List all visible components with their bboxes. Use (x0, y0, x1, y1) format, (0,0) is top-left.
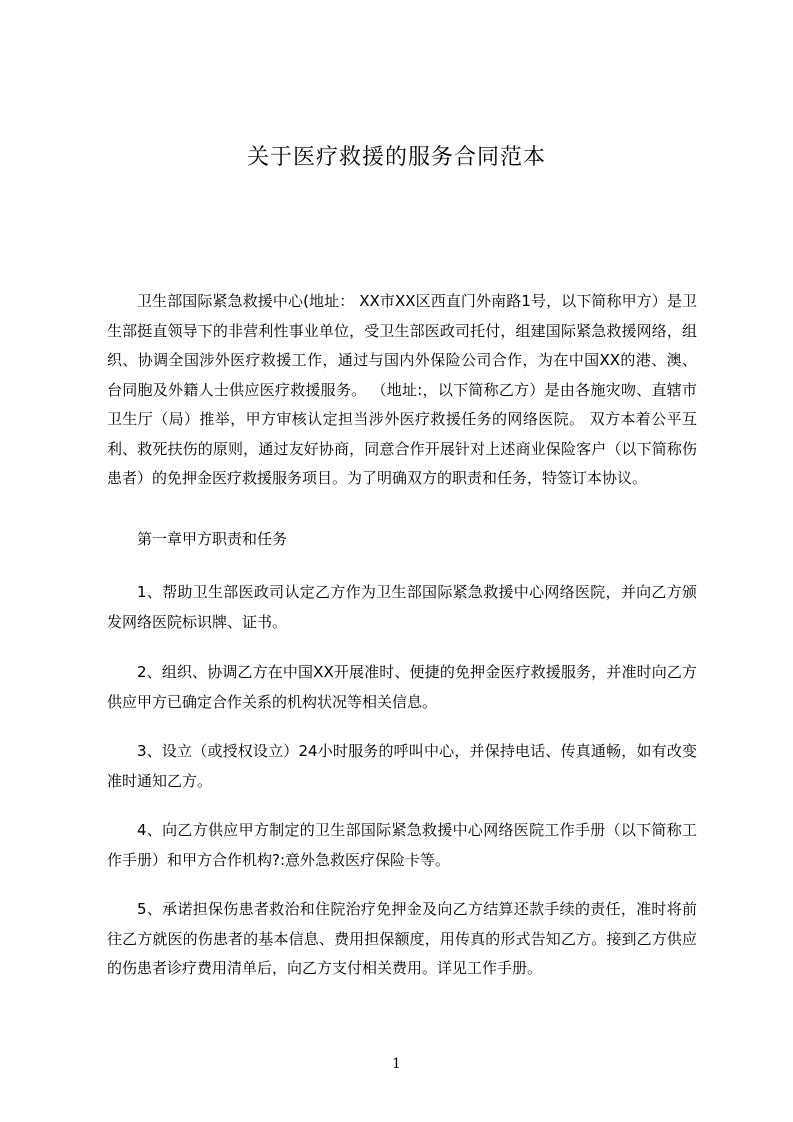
duty-item-5: 5、承诺担保伤患者救治和住院治疗免押金及向乙方结算还款手续的责任，准时将前往乙方就医的伤患者的基本信息、费用担保额度，用传真的形式告知乙方。接到乙方供应的伤患者诊疗费用清单后，向乙方支付相关费用。详见工作手册。 (107, 900, 697, 977)
duty-item-2: 2、组织、协调乙方在中国XX开展准时、便捷的免押金医疗救援服务，并准时向乙方供应甲方已确定合作关系的机构状况等相关信息。 (107, 663, 697, 711)
document-title: 关于医疗救援的服务合同范本 (246, 145, 546, 170)
intro-paragraph: 卫生部国际紧急救援中心(地址： XX市XX区西直门外南路1号，以下简称甲方）是卫生部挺直领导下的非营利性事业单位，受卫生部医政司托付，组建国际紧急救援网络，组织、协调全国涉外医疗救援工作，通过与国内外保险公司合作，为在中国XX的港、澳、台同胞及外籍人士供应医疗救援服务。 （地址:，以下简称乙方）是由各施灾吻、直辖市卫生厅（局）推举，甲方审核认定担当涉外医疗救援任务的网络医院。 双方本着公平互利、救死扶伤的原则，通过友好协商，同意合作开展针对上述商业保险客户（以下简称伤患者）的免押金医疗救援服务项目。为了明确双方的职责和任务，特签订本协议。 (107, 292, 697, 487)
duty-item-1: 1、帮助卫生部医政司认定乙方作为卫生部国际紧急救援中心网络医院，并向乙方颁发网络医院标识牌、证书。 (107, 583, 697, 631)
duty-item-3: 3、设立（或授权设立）24小时服务的呼叫中心，并保持电话、传真通畅，如有改变准时通知乙方。 (107, 742, 697, 790)
page-number: 1 (392, 1056, 401, 1072)
duty-item-4: 4、向乙方供应甲方制定的卫生部国际紧急救援中心网络医院工作手册（以下简称工作手册）和甲方合作机构?:意外急救医疗保险卡等。 (107, 821, 697, 869)
chapter-heading: 第一章甲方职责和任务 (137, 530, 288, 548)
